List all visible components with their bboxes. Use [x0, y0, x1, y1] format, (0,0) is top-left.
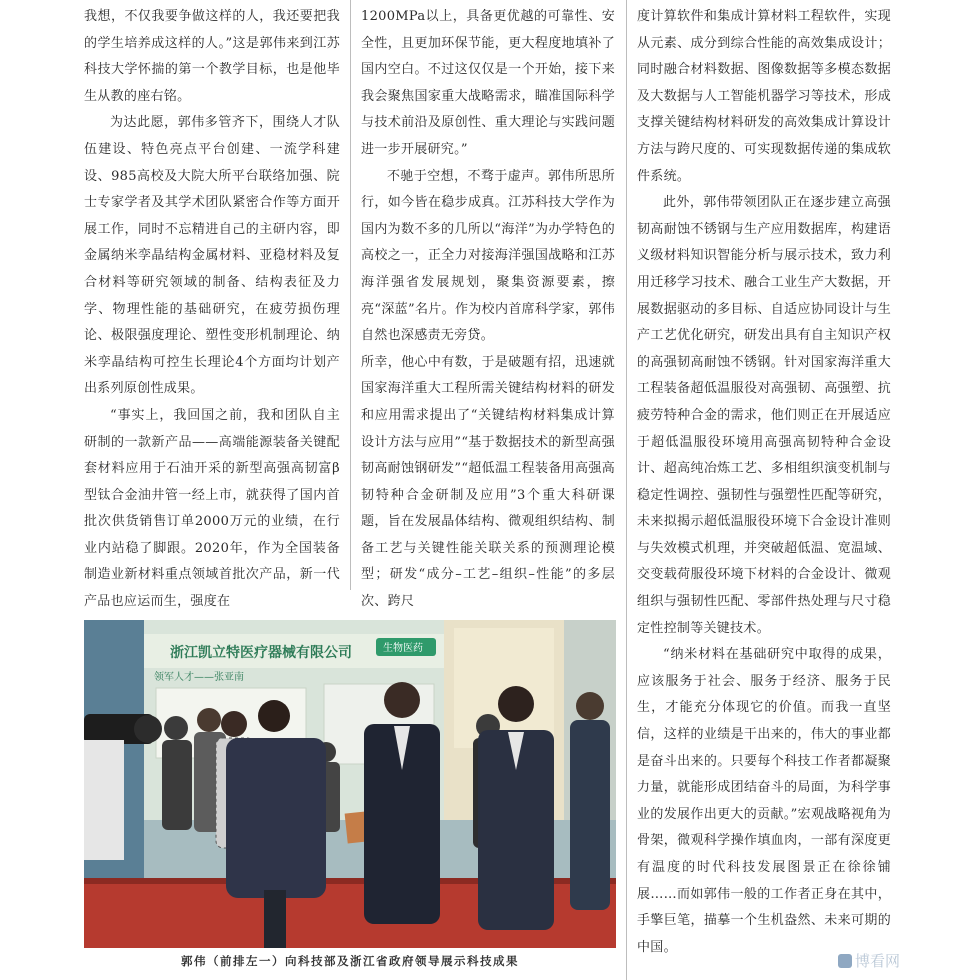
- paragraph: 不驰于空想，不骛于虚声。郭伟所思所行，如今皆在稳步成真。江苏科技大学作为国内为数不多的几所以“海洋”为办学特色的高校之一，正全力对接海洋强国战略和江苏海洋强省发展规划，聚集资源要素，擦亮“深蓝”名片。作为校内首席科学家，郭伟自然也深感责无旁贷。: [361, 168, 615, 344]
- paragraph: 所幸，他心中有数，于是破题有招，迅速就国家海洋重大工程所需关键结构材料的研发和应用需求提出了“关键结构材料集成计算设计方法与应用”“基于数据技术的新型高强韧高耐蚀钢研发”“超低温工程装备用高强高韧特种合金研制及应用”3个重大科研课题，旨在发展晶体结构、微观组织结构、制备工艺与关键性能关联关系的预测理论模型；研发“成分–工艺–组织–性能”的多层次、跨尺: [361, 354, 615, 610]
- paragraph: 此外，郭伟带领团队正在逐步建立高强韧高耐蚀不锈钢与生产应用数据库，构建语义级材料知识智能分析与展示技术，致力利用迁移学习技术、融合工业生产大数据，开展数据驱动的多目标、自适应协同设计与生产工艺优化研究，研发出具有自主知识产权的高强韧高耐蚀不锈钢。针对国家海洋重大工程装备超低温服役对高强韧、高强塑、抗疲劳特种合金的需求，他们则正在开展适应于超低温服役环境用高强高韧特种合金设计、超高纯冶炼工艺、多相组织演变机制与稳定性调控、强韧性与强塑性匹配等研究，未来拟揭示超低温服役环境下合金设计准则与失效模式机理，并突破超低温、宽温域、交变载荷服役环境下材料的合金设计、微观组织与强韧性匹配、零部件热处理与尺寸稳定性控制等关键技术。: [637, 195, 891, 636]
- paragraph: 度计算软件和集成计算材料工程软件，实现从元素、成分到综合性能的高效集成设计；同时融合材料数据、图像数据等多模态数据及大数据与人工智能机器学习等技术，形成支撑关键结构材料研发的高效集成计算设计方法与跨尺度的、可实现数据传递的集成软件系统。: [637, 9, 891, 184]
- text-column-1: [84, 4, 340, 616]
- watermark: [838, 950, 900, 971]
- text-column-2: [361, 4, 615, 616]
- watermark-text: 博看网: [855, 952, 901, 970]
- booth-sign: 浙江凯立特医疗器械有限公司: [170, 645, 352, 661]
- paragraph: 为达此愿，郭伟多管齐下，围绕人才队伍建设、特色亮点平台创建、一流学科建设、985高校及大院大所平台联络加强、院士专家学者及其学术团队紧密合作等方面开展工作，同时不忘精进自己的主研内容，即金属纳米孪晶结构金属材料、亚稳材料及复合材料等研究领域的制备、结构表征及力学、物理性能的基础研究，在疲劳损伤理论、极限强度理论、塑性变形机制理论、纳米孪晶结构可控生长理论4个方面均计划产出系列原创性成果。: [84, 115, 340, 397]
- paragraph: 1200MPa以上，具备更优越的可靠性、安全性，且更加环保节能，更大程度地填补了国内空白。不过这仅仅是一个开始，接下来我会聚焦国家重大战略需求，瞄准国际科学与技术前沿及原创性、重大理论与实践问题进一步开展研究。”: [361, 9, 615, 157]
- paragraph: 我想，不仅我要争做这样的人，我还要把我的学生培养成这样的人。”这是郭伟来到江苏科技大学怀揣的第一个教学目标，也是他毕生从教的座右铭。: [84, 9, 340, 104]
- photo-illustration: [84, 620, 616, 948]
- paragraph: “事实上，我回国之前，我和团队自主研制的一款新产品——高端能源装备关键配套材料应用于石油开采的新型高强高韧富β型钛合金油井管一经上市，就获得了国内首批次供货销售订单2000万元的业绩，在行业内站稳了脚跟。2020年，作为全国装备制造业新材料重点领域首批次产品，新一代产品也应运而生，强度在: [84, 407, 340, 610]
- paragraph: “纳米材料在基础研究中取得的成果，应该服务于社会、服务于经济、服务于民生，才能充分体现它的价值。而我一直坚信，这样的业绩是干出来的，伟大的事业都是奋斗出来的。只要每个科技工作者都凝聚力量，就能形成团结奋斗的局面，为科学事业的发展作出更大的贡献。”宏观战略视角为骨架，微观科学操作填血肉，一部有深度更有温度的时代科技发展图景正在徐徐铺展……而如郭伟一般的工作者正身在其中，手擎巨笔，描摹一个生机盎然、未来可期的中国。: [637, 647, 891, 955]
- photo-caption: 郭伟（前排左一）向科技部及浙江省政府领导展示科技成果: [181, 954, 519, 968]
- watermark-logo-icon: [838, 954, 852, 968]
- exhibition-photo: [84, 620, 616, 948]
- board-title: 领军人才——张亚南: [154, 672, 244, 683]
- column-divider: [350, 0, 351, 590]
- text-column-3: [637, 4, 891, 961]
- booth-tag: 生物医药: [383, 643, 423, 654]
- column-divider: [626, 0, 627, 980]
